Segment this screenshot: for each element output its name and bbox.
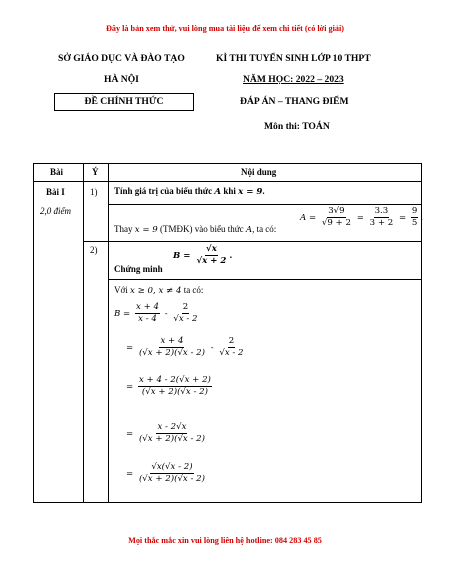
exam-title: KÌ THI TUYỂN SINH LỚP 10 THPT (216, 53, 371, 64)
table-border-top (33, 163, 422, 164)
part-2-formula: B = $\frac{√x}{√x + 2}$ . (173, 244, 233, 266)
result-fraction-1 (321, 206, 352, 229)
task-mid: khi (223, 186, 236, 196)
header-noi-dung: Nội dung (241, 167, 277, 177)
result-lhs: A = (300, 213, 317, 223)
numerator: x + 4 (135, 302, 159, 312)
denominator: (√x + 2)(√x - 2) (138, 348, 205, 358)
denominator: x - 4 (138, 314, 157, 324)
numerator: x - 2√x (157, 422, 187, 432)
step-2 (126, 336, 247, 359)
equals: = (126, 429, 134, 439)
table-header-divider (33, 181, 422, 182)
step-fraction-1 (135, 302, 160, 325)
denominator: √x - 2 (219, 348, 244, 358)
denominator: (√x + 2)(√x - 2) (138, 434, 205, 444)
table-border-bottom (33, 502, 422, 503)
denominator: 5 (411, 218, 418, 228)
step-fraction (138, 422, 206, 445)
problem-label: Bài I (46, 187, 65, 197)
part-2-number: 2) (90, 245, 98, 255)
formula-lhs: B = (173, 251, 191, 261)
top-banner: Đây là bản xem thử, vui lòng mua tài liệu để xem chi tiết (có lời giải) (105, 24, 344, 33)
step-fraction-2 (218, 336, 244, 359)
numerator: x + 4 - 2(√x + 2) (138, 375, 211, 385)
task-var: A (214, 187, 222, 197)
operator: - (210, 343, 214, 353)
operator: - (164, 309, 168, 319)
numerator: √x(√x - 2) (151, 462, 193, 472)
sub-text: Thay (114, 224, 133, 234)
answer-key-title: ĐÁP ÁN – THANG ĐIỂM (240, 96, 349, 107)
step-fraction-1 (138, 336, 206, 359)
denominator: √x + 2 (196, 256, 227, 266)
step-4 (126, 422, 208, 445)
table-row-divider-3 (108, 279, 422, 280)
city-name: HÀ NỘI (104, 74, 139, 85)
given-cond: x ≥ 0, x ≠ 4 (130, 286, 182, 296)
header-bai: Bài (50, 167, 64, 177)
step-5 (126, 462, 208, 485)
denominator: √9 + 2 (321, 218, 351, 228)
step-lhs: B = (114, 309, 131, 319)
equals: = (126, 382, 134, 392)
table-row-divider-2 (83, 241, 422, 242)
equals: = (356, 213, 364, 223)
task-cond: x = 9 (238, 187, 263, 197)
numerator: √x (206, 244, 217, 254)
part-1-task (114, 186, 265, 197)
numerator: 2 (228, 336, 235, 346)
header-y: Ý (92, 167, 99, 177)
part-2-task: Chứng minh (114, 264, 163, 274)
part-1-substitution (114, 224, 276, 235)
numerator: 2 (182, 302, 189, 312)
part-1-result: A = $\frac{3√9}{√9 + 2}$ = $\frac{3.3}{3 + 2}$ = $\frac{9}{5}$ . (300, 206, 424, 228)
step-fraction-2 (172, 302, 198, 325)
part-2-given (114, 285, 203, 296)
denominator: (√x + 2)(√x - 2) (141, 387, 208, 397)
step-fraction (138, 375, 212, 398)
table-border-left (33, 163, 34, 503)
sub-mid: (TMĐK) vào biểu thức (159, 224, 244, 234)
result-fraction-2 (369, 206, 395, 229)
part-1-number: 1) (90, 187, 98, 197)
numerator: x + 4 (160, 336, 184, 346)
official-box: ĐỀ CHÍNH THỨC (54, 93, 194, 111)
school-year: NĂM HỌC: 2022 – 2023 (243, 74, 344, 85)
equals: = (398, 213, 407, 223)
step-1 (114, 302, 201, 325)
step-3 (126, 375, 214, 398)
numerator: 3.3 (374, 206, 389, 216)
footer-hotline: Mọi thắc mắc xin vui lòng liên hệ hotline: 084 283 45 85 (128, 536, 322, 545)
table-col-divider-1 (83, 163, 84, 503)
task-end: . (262, 186, 265, 196)
formula-fraction (195, 244, 227, 267)
sub-var: A (245, 225, 253, 235)
result-fraction-3 (411, 206, 418, 229)
sub-cond: x = 9 (134, 225, 158, 235)
denominator: √x - 2 (173, 314, 198, 324)
table-col-divider-2 (108, 163, 109, 503)
table-row-divider-1 (108, 204, 422, 205)
sub-end: , ta có: (252, 224, 277, 234)
equals: = (126, 469, 134, 479)
task-text: Tính giá trị của biểu thức (114, 186, 213, 196)
given-suffix: ta có: (183, 285, 204, 295)
given-text: Với (114, 285, 128, 295)
denominator: (√x + 2)(√x - 2) (138, 474, 205, 484)
problem-points: 2,0 điểm (40, 206, 71, 216)
step-fraction (138, 462, 206, 485)
numerator: 3√9 (328, 206, 345, 216)
equals: = (126, 343, 134, 353)
department-name: SỞ GIÁO DỤC VÀ ĐÀO TẠO (58, 53, 185, 64)
numerator: 9 (411, 206, 418, 216)
denominator: 3 + 2 (369, 218, 394, 228)
subject: Môn thi: TOÁN (264, 121, 330, 132)
